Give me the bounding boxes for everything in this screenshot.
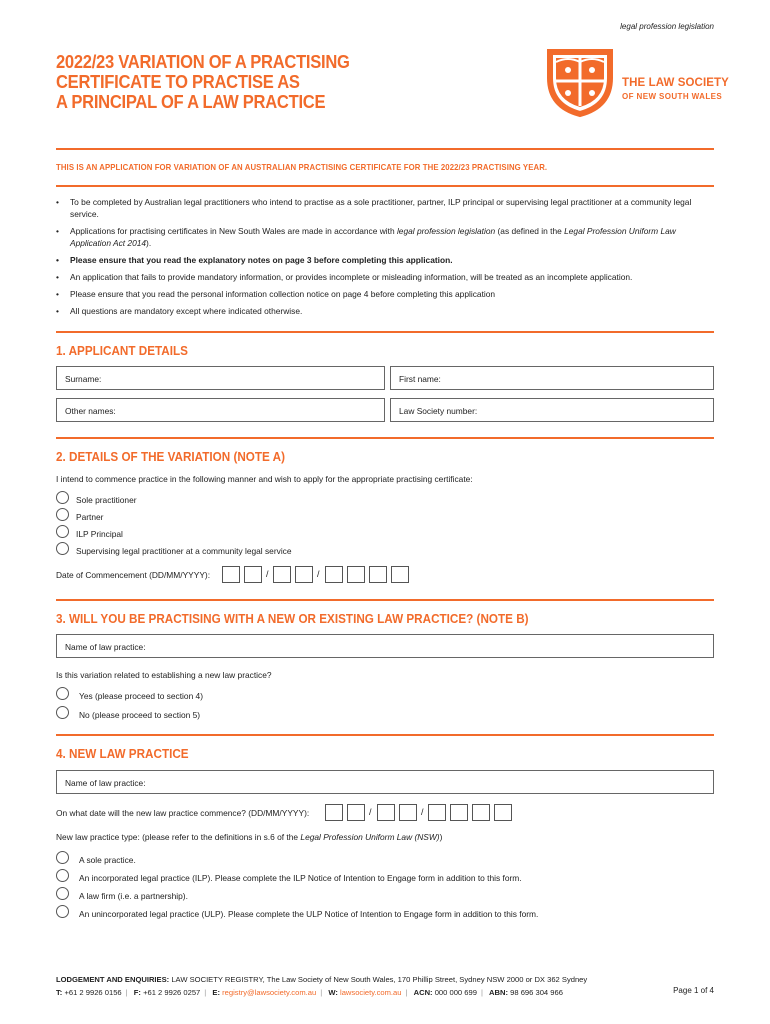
date-digit-box[interactable]	[273, 566, 291, 583]
footer-label: ACN:	[413, 988, 433, 997]
date-separator: /	[421, 807, 424, 817]
bullet-text: Applications for practising certificates in New South Wales are made in accordance with	[70, 226, 397, 236]
radio-law-firm[interactable]	[56, 887, 69, 900]
section-1-heading: 1. APPLICANT DETAILS	[56, 343, 188, 358]
first-name-field[interactable]: First name:	[390, 366, 714, 390]
section-3-heading: 3. WILL YOU BE PRACTISING WITH A NEW OR EXISTING LAW PRACTICE? (NOTE B)	[56, 611, 529, 626]
date-digit-box[interactable]	[222, 566, 240, 583]
list-item: • An application that fails to provide mandatory information, or provides incomplete or misleading information, will be treated as an incomplete application.	[56, 271, 706, 283]
law-society-logo-text	[622, 77, 729, 103]
option-label: Supervising legal practitioner at a community legal service	[76, 546, 292, 556]
date-digit-box[interactable]	[494, 804, 512, 821]
radio-sole-practitioner[interactable]	[56, 491, 69, 504]
radio-no[interactable]	[56, 706, 69, 719]
option-label: No (please proceed to section 5)	[79, 710, 201, 720]
date-digit-box[interactable]	[325, 804, 343, 821]
list-item: • All questions are mandatory except where indicated otherwise.	[56, 305, 706, 317]
date-digit-box[interactable]	[391, 566, 409, 583]
footer-label: F:	[133, 988, 141, 997]
option-label: A law firm (i.e. a partnership).	[79, 891, 188, 901]
divider	[56, 148, 714, 150]
footer-line-1	[56, 973, 587, 986]
footer-label: T:	[56, 988, 63, 997]
practice-type-italic: Legal Profession Uniform Law (NSW)	[300, 832, 440, 842]
date-digit-box[interactable]	[325, 566, 343, 583]
date-digit-box[interactable]	[295, 566, 313, 583]
radio-ilp[interactable]	[56, 869, 69, 882]
new-practice-date-label: On what date will the new law practice commence? (DD/MM/YYYY):	[56, 808, 310, 818]
list-item: • To be completed by Australian legal practitioners who intend to practise as a sole practitioner, partner, ILP principal or supervising legal practitioner at a community legal service.	[56, 196, 706, 220]
law-practice-name-field[interactable]: Name of law practice:	[56, 634, 714, 658]
date-digit-box[interactable]	[450, 804, 468, 821]
instruction-list	[56, 196, 706, 322]
practice-type-label	[56, 832, 442, 842]
email-link[interactable]: registry@lawsociety.com.au	[222, 988, 317, 997]
surname-field[interactable]: Surname:	[56, 366, 385, 390]
divider	[56, 331, 714, 333]
commencement-date-label: Date of Commencement (DD/MM/YYYY):	[56, 570, 211, 580]
option-label: Sole practitioner	[76, 495, 137, 505]
fax-number: +61 2 9926 0257	[140, 988, 201, 997]
option-label: ILP Principal	[76, 529, 123, 539]
title-line-1: 2022/23 VARIATION OF A PRACTISING	[56, 52, 350, 72]
option-label: An incorporated legal practice (ILP). Please complete the ILP Notice of Intention to Engage form in addition to this form.	[79, 873, 522, 883]
footer-text: LAW SOCIETY REGISTRY, The Law Society of New South Wales, 170 Phillip Street, Sydney NSW 2000 or DX 362 Sydney	[169, 975, 588, 984]
page-title	[56, 52, 350, 112]
footer-label: LODGEMENT AND ENQUIRIES:	[56, 975, 170, 984]
footer-line-2: T: +61 2 9926 0156 | F: +61 2 9926 0257 | E: registry@lawsociety.com.au | W: lawsociety.com.au | ACN: 000 000 699 | ABN: 98 696 304 966	[56, 988, 563, 997]
acn-number: 000 000 699	[432, 988, 477, 997]
new-law-practice-name-field[interactable]: Name of law practice:	[56, 770, 714, 794]
logo-line-1: THE LAW SOCIETY	[622, 77, 729, 89]
option-label: A sole practice.	[79, 855, 136, 865]
date-digit-box[interactable]	[472, 804, 490, 821]
date-digit-box[interactable]	[347, 804, 365, 821]
abn-number: 98 696 304 966	[508, 988, 563, 997]
footer-contact	[56, 973, 587, 999]
bullet-text: (as defined in the	[495, 226, 565, 236]
option-label: Yes (please proceed to section 4)	[79, 691, 203, 701]
radio-ulp[interactable]	[56, 905, 69, 918]
date-separator: /	[369, 807, 372, 817]
bullet-italic: Legal Profession Uniform Law Application Act 2014	[70, 226, 676, 248]
footer-label: ABN:	[489, 988, 509, 997]
date-digit-box[interactable]	[369, 566, 387, 583]
radio-ilp-principal[interactable]	[56, 525, 69, 538]
radio-partner[interactable]	[56, 508, 69, 521]
footer-label: W:	[328, 988, 338, 997]
radio-sole-practice[interactable]	[56, 851, 69, 864]
date-digit-box[interactable]	[399, 804, 417, 821]
option-label: An unincorporated legal practice (ULP). Please complete the ULP Notice of Intention to Engage form in addition to this form.	[79, 909, 539, 919]
date-separator: /	[266, 569, 269, 579]
phone-number: +61 2 9926 0156	[62, 988, 122, 997]
option-label: Partner	[76, 512, 104, 522]
law-society-crest-icon	[540, 48, 620, 118]
new-practice-question: Is this variation related to establishing a new law practice?	[56, 670, 272, 680]
list-item	[56, 225, 706, 249]
radio-supervising-practitioner[interactable]	[56, 542, 69, 555]
bullet-italic: legal profession legislation	[396, 226, 496, 236]
practice-type-text: New law practice type: (please refer to the definitions in s.6 of the	[56, 832, 301, 842]
divider	[56, 599, 714, 601]
law-society-number-field[interactable]: Law Society number:	[390, 398, 714, 422]
section-2-heading: 2. DETAILS OF THE VARIATION (NOTE A)	[56, 449, 286, 464]
footer-label: E:	[212, 988, 220, 997]
divider	[56, 437, 714, 439]
date-digit-box[interactable]	[347, 566, 365, 583]
title-line-2: CERTIFICATE TO PRACTISE AS	[56, 72, 300, 92]
divider	[56, 734, 714, 736]
date-digit-box[interactable]	[244, 566, 262, 583]
intro-text: THIS IS AN APPLICATION FOR VARIATION OF AN AUSTRALIAN PRACTISING CERTIFICATE FOR THE 2022/23 PRACTISING YEAR.	[56, 163, 548, 172]
logo-line-2: OF NEW SOUTH WALES	[622, 92, 723, 101]
page-number: Page 1 of 4	[673, 986, 714, 995]
radio-yes[interactable]	[56, 687, 69, 700]
bullet-text: ).	[146, 238, 152, 248]
section-4-heading: 4. NEW LAW PRACTICE	[56, 746, 189, 761]
list-item: • Please ensure that you read the explanatory notes on page 3 before completing this application.	[56, 254, 706, 266]
header-tag: legal profession legislation	[620, 22, 714, 31]
website-link[interactable]: lawsociety.com.au	[340, 988, 402, 997]
date-separator: /	[317, 569, 320, 579]
date-digit-box[interactable]	[377, 804, 395, 821]
divider	[56, 185, 714, 187]
date-digit-box[interactable]	[428, 804, 446, 821]
practice-type-text: )	[439, 832, 443, 842]
title-line-3: A PRINCIPAL OF A LAW PRACTICE	[56, 92, 326, 112]
list-item: • Please ensure that you read the personal information collection notice on page 4 before completing this application	[56, 288, 706, 300]
other-names-field[interactable]: Other names:	[56, 398, 385, 422]
section-2-lead: I intend to commence practice in the following manner and wish to apply for the appropriate practising certificate:	[56, 474, 473, 484]
